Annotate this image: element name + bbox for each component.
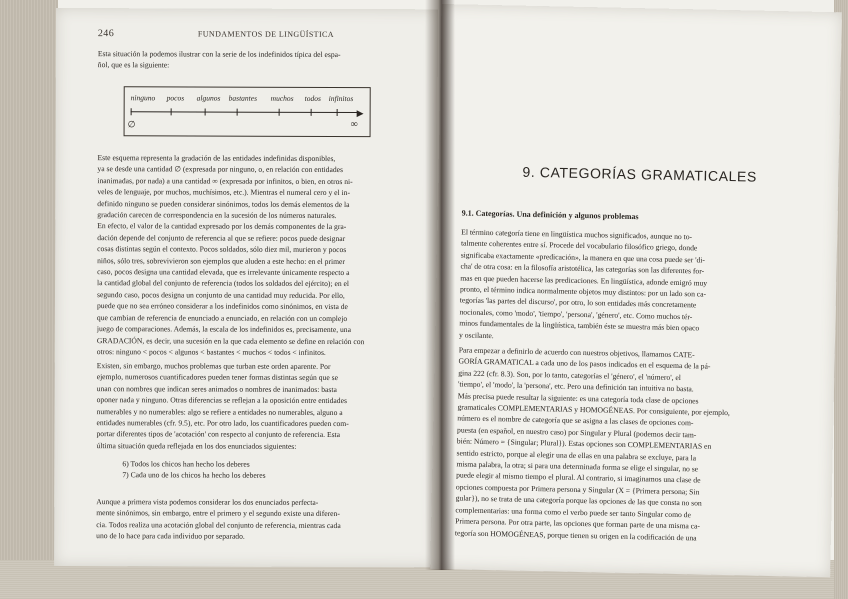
scale-infinity-label: ∞ <box>350 119 358 131</box>
text-line: gular}), no se trata de una categoría porque las opciones de las que consta no son <box>455 493 702 508</box>
text-line: misma palabra, la otra; si para una determinada forma se elige el singular, no se <box>456 459 699 474</box>
text-line: número es el nombre de categoría que se asigna a las clases de opciones com- <box>457 413 694 428</box>
text-line: significaba exactamente «predicación», la manera en que una cosa puede ser 'di- <box>460 250 706 265</box>
left-page <box>54 8 438 567</box>
text-line: bién: Número = {Singular; Plural}). Estas opciones son COMPLEMENTARIAS en <box>456 436 712 451</box>
text-line: veles de lenguaje, por muchos, muchísimos, etc.). Mientras el numeral cero y el in- <box>97 187 351 198</box>
book-gutter-shadow <box>425 0 455 570</box>
text-line: pronto, el término indica normalmente objetos muy distintos: por un lado son ca- <box>459 284 707 299</box>
right-paragraph-2 <box>455 344 789 545</box>
scale-tick <box>131 108 132 115</box>
arrow-right-icon: ▶ <box>356 108 364 119</box>
text-line: mente sinónimos, sin embargo, entre el primero y el segundo existe una diferen- <box>96 508 340 519</box>
text-line: gina 222 (cfr. 8.3). Son, por lo tanto, categorías el 'género', el 'número', el <box>458 368 682 382</box>
text-line: Más precisa puede resultar la siguiente: es una categoría toda clase de opciones <box>457 391 699 406</box>
text-line: cosas distintas según el contexto. Pocos soldados, sólo diez mil, murieron y pocos <box>97 244 347 255</box>
scale-zero-label: ∅ <box>127 119 136 130</box>
page-number: 246 <box>97 28 115 40</box>
example-item: 7) Cada uno de los chicos ha hecho los deberes <box>122 470 266 480</box>
text-line: puesta (en español, en nuestro caso) por Singular y Plural (podemos decir tam- <box>456 425 697 440</box>
text-line: puede que no sea erróneo considerar a los indefinidos como sinónimos, en vista de <box>96 301 348 312</box>
text-line: Este esquema representa la gradación de las entidades indefinidas disponibles, <box>97 153 336 163</box>
text-line: la cantidad global del conjunto de referencia (todos los soldados del ejército); en el <box>97 278 350 289</box>
scale-label: pocos <box>166 93 185 103</box>
text-line: complementarias: una forma como el verbo puede ser tanto Singular como de <box>455 505 692 520</box>
text-line: GORÍA GRAMATICAL a cada uno de los pasos indicados en el esquema de la pá- <box>458 356 711 372</box>
text-line: dación depende del conjunto de referencia al que se refiere: pocos puede designar <box>97 232 346 243</box>
chapter-title: 9. CATEGORÍAS GRAMATICALES <box>522 163 758 185</box>
text-line: En efecto, el valor de la cantidad expresado por los demás componentes de la gra- <box>97 221 347 232</box>
scale-tick <box>237 109 238 116</box>
scale-label: ninguno <box>130 93 156 103</box>
scale-label: infinitos <box>328 93 354 104</box>
scale-tick <box>205 109 206 116</box>
text-line: numerables y no numerables: algo se refiere a entidades no numerables, alguno a <box>96 406 343 417</box>
text-line: ya se desde una cantidad ∅ (expresada por ninguno, o, en relación con entidades <box>97 164 343 175</box>
text-line: niños, sólo tres, sobrevivieron son ejemplos que aluden a este hecho: en el primer <box>97 255 345 266</box>
text-line: gradación carecen de correspondencia en la sucesión de los números naturales. <box>97 210 337 221</box>
text-line: juego de comparaciones. Además, la escala de los indefinidos es, precisamente, una <box>96 324 351 335</box>
text-line: entidades numerables (cfr. 9.5), etc. Por otro lado, los cuantificadores pueden com- <box>96 418 349 429</box>
text-line: gramaticales COMPLEMENTARIAS y HOMOGÉNEAS. Por consiguiente, por ejemplo, <box>457 402 730 418</box>
text-line: unan con nombres que indican seres animados o nombres de inanimados: basta <box>96 383 337 394</box>
text-line: Esta situación la podemos ilustrar con la serie de los indefinidos típica del espa- <box>97 49 341 59</box>
text-line: que cambian de referencia de enunciado a enunciado, en relación con un complejo <box>96 312 348 323</box>
text-line: caso, pocos designa una cantidad elevada, que es irrelevante únicamente respecto a <box>97 267 350 278</box>
text-line: puede elegir al mismo tiempo el plural. Al contrario, si imaginamos una clase de <box>456 470 701 485</box>
text-line: tegoría son HOMOGÉNEAS, porque tienen su origen en la codificación de una <box>454 527 697 542</box>
text-line: 'tiempo', el 'modo', la 'persona', etc. Pero una definición tan intuitiva no basta. <box>457 379 694 394</box>
text-line: Primera persona. Por otra parte, las opciones que forman parte de una misma ca- <box>455 516 701 531</box>
scale-tick <box>337 109 338 116</box>
indefinite-scale-diagram <box>124 86 371 137</box>
scale-label: muchos <box>270 93 294 103</box>
text-line: portar diferentes tipos de 'acotación' con respecto al conjunto de referencia. Esta <box>96 429 341 440</box>
text-line: definido ninguno se pueden considerar sinónimos, todos los demás elementos de la <box>97 198 350 209</box>
intro-paragraph <box>98 48 408 72</box>
text-line: ñol, que es la siguiente: <box>97 60 170 70</box>
right-page <box>430 4 842 577</box>
text-line: Aunque a primera vista podemos considerar los dos enunciados perfecta- <box>96 497 319 507</box>
text-line: ejemplo, numerosos cuantificadores pueden tener formas distintas según que se <box>96 372 338 383</box>
text-line: talmente coherentes entre sí. Procede del vocabulario filosófico griego, donde <box>460 238 698 253</box>
text-line: Para empezar a definirlo de acuerdo con nuestros objetivos, llamamos CATE- <box>458 345 695 360</box>
right-paragraph-1 <box>459 226 791 347</box>
scale-label: todos <box>304 93 321 103</box>
text-line: última situación queda reflejada en los dos enunciados siguientes: <box>96 440 297 451</box>
text-line: cha' de otra cosa: en la filosofía aristotélica, las categorías son las diferentes for- <box>460 261 705 276</box>
text-line: oponer nada y ninguno. Otras diferencias se reflejan a la oposición entre entidades <box>96 395 347 406</box>
text-line: inanimadas, por nada) a una cantidad ∞ (expresada por infinitos, o bien, en otros ni- <box>97 175 353 186</box>
book-left-edge <box>0 0 58 599</box>
text-line: minos fundamentales de la lingüística, también éste se muestra más bien opaco <box>459 318 700 333</box>
scale-label: algunos <box>196 93 221 103</box>
text-line: cia. Todos realiza una acotación global del conjunto de referencia, mientras cada <box>96 519 341 530</box>
paragraph-1 <box>97 152 408 358</box>
text-line: tegorías 'las partes del discurso', por otro, lo son entidades más concretamente <box>459 295 697 310</box>
text-line: otros: ninguno < pocos < algunos < bastantes < muchos < todos < infinitos. <box>96 347 326 357</box>
text-line: El término categoría tiene en lingüística muchos significados, aunque no to- <box>461 227 693 242</box>
scale-tick <box>311 109 312 116</box>
scale-labels <box>125 93 370 104</box>
text-line: nocionales, como 'modo', 'tiempo', 'persona', 'género', etc. Como muchos tér- <box>459 307 693 322</box>
text-line: uno de lo hace para cada individuo por separado. <box>96 531 245 541</box>
text-line: y oscilante. <box>458 330 494 340</box>
running-head: FUNDAMENTOS DE LINGÜÍSTICA <box>197 29 334 39</box>
paragraph-3 <box>96 496 406 543</box>
text-line: GRADACIÓN, es decir, una sucesión en la que cada elemento se define en relación con <box>96 335 365 346</box>
scale-label: bastantes <box>228 93 258 103</box>
scale-tick <box>279 109 280 116</box>
scale-tick <box>171 108 172 115</box>
paragraph-2 <box>96 360 406 452</box>
text-line: mas en que pueden hacerse las predicaciones. En lingüística, adonde emigró muy <box>460 273 708 288</box>
text-line: segundo caso, pocos designa un conjunto de una cantidad muy reducida. Por ello, <box>96 290 345 300</box>
example-item: 6) Todos los chicos han hecho los deberes <box>122 459 250 469</box>
text-line: opciones compuesta por Primera persona y Singular (X = {Primera persona; Sin <box>455 482 700 497</box>
text-line: sentido estricto, porque al elegir una de ellas en una palabra se excluye, para la <box>456 448 697 463</box>
text-line: Existen, sin embargo, muchos problemas que turban este orden aparente. Por <box>96 361 331 371</box>
scale-axis <box>131 111 359 113</box>
section-title: 9.1. Categorías. Una definición y algunos problemas <box>461 208 639 222</box>
example-sentences <box>122 458 392 481</box>
